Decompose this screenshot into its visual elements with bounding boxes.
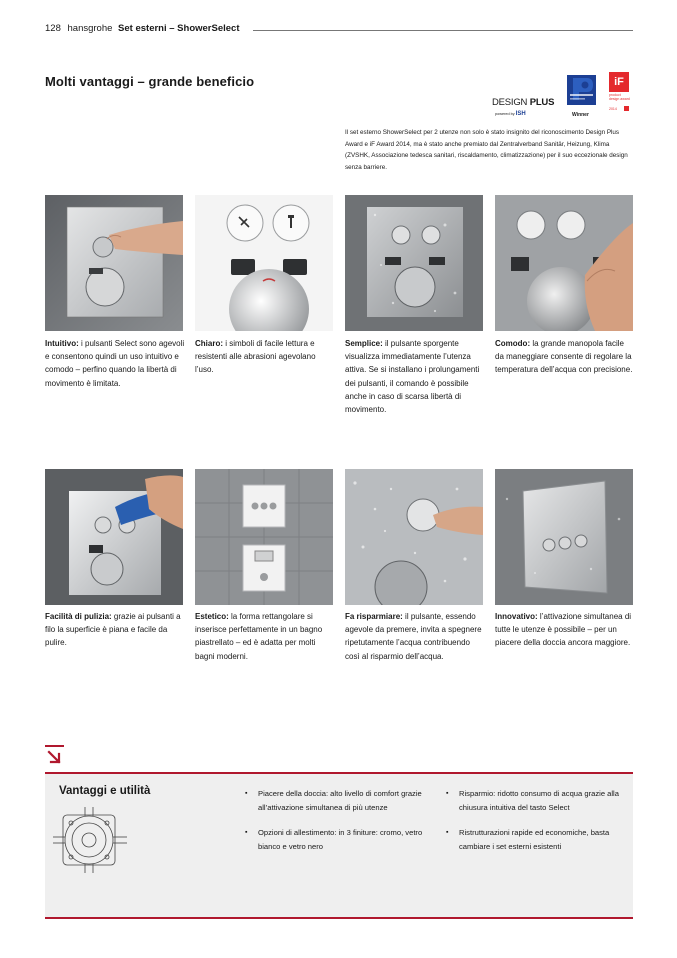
benefits-title: Vantaggi e utilità	[59, 785, 151, 797]
design-plus-logo: DESIGN PLUS	[492, 97, 555, 108]
photo-easy-cleaning	[45, 469, 183, 605]
benefits-list-left	[245, 787, 430, 865]
feature-caption-aesthetic: Estetico: la forma rettangolare si inserisce perfettamente in un bagno piastrellato – ed è adatta per molti bagni moderni.	[195, 612, 323, 661]
feature-caption-simple: Semplice: il pulsante sporgente visualizza immediatamente l’utenza attiva. Se si installano i prolungamenti dei pulsanti, il comando è possibile anche in caso di scarsa libertà di movimento.	[345, 339, 480, 415]
page-title: Molti vantaggi – grande beneficio	[45, 74, 255, 89]
if-award-mark-icon	[624, 106, 629, 111]
benefits-box	[45, 772, 633, 919]
design-plus-winner: Winner	[572, 112, 589, 118]
award-logos	[488, 70, 638, 126]
photo-clear	[195, 195, 333, 331]
photo-saving	[345, 469, 483, 605]
photo-aesthetic	[195, 469, 333, 605]
header-rule	[253, 30, 633, 31]
design-plus-badge-icon	[567, 75, 596, 105]
if-award-logo: iF	[609, 72, 629, 92]
page-header	[45, 21, 633, 37]
list-item: ▪ Risparmio: ridotto consumo di acqua grazie alla chiusura intuitiva del tasto Select	[446, 787, 631, 815]
arrow-down-right-icon	[45, 745, 64, 764]
concealed-valve-drawing-icon	[51, 807, 129, 873]
photo-innovative	[495, 469, 633, 605]
section-title: Set esterni – ShowerSelect	[118, 23, 240, 34]
feature-caption-comfortable: Comodo: la grande manopola facile da maneggiare consente di regolare la temperatura dell’acqua con precisione.	[495, 339, 633, 375]
feature-caption-clear: Chiaro: i simboli di facile lettura e resistenti alle abrasioni agevolano l’uso.	[195, 339, 316, 375]
feature-caption-saving: Fa risparmiare: il pulsante, essendo agevole da premere, invita a spegnere ripetutamente l’acqua contribuendo così al risparmio dell’acqua.	[345, 612, 482, 661]
list-item: ▪ Opzioni di allestimento: in 3 finiture: cromo, vetro bianco e vetro nero	[245, 826, 430, 854]
photo-intuitive	[45, 195, 183, 331]
brand-name: hansgrohe	[67, 23, 113, 34]
feature-caption-easy-cleaning: Facilità di pulizia: grazie ai pulsanti a filo la superficie è piana e facile da pulire.	[45, 612, 181, 648]
feature-caption-innovative: Innovativo: l’attivazione simultanea di tutte le utenze è possibile – per un piacere della doccia ancora maggiore.	[495, 612, 632, 648]
list-item: ▪ Ristrutturazioni rapide ed economiche, basta cambiare i set esterni esistenti	[446, 826, 631, 854]
if-award-caption: product design award	[609, 93, 630, 102]
photo-comfortable	[495, 195, 633, 331]
intro-paragraph: Il set esterno ShowerSelect per 2 utenze non solo è stato insignito del riconoscimento Design Plus Award e iF Award 2014, ma è stato anche premiato dal Zentralverband Sanitär, Heizung, Klima (ZVSHK, Associazione tedesca sanitari, riscaldamento, climatizzazione) per il suo eccezionale design senza barriere.	[345, 129, 628, 171]
photo-simple	[345, 195, 483, 331]
list-item: ▪ Piacere della doccia: alto livello di comfort grazie all’attivazione simultanea di più utenze	[245, 787, 430, 815]
feature-caption-intuitive: Intuitivo: i pulsanti Select sono agevoli e consentono quindi un uso intuitivo e comodo – perfino quando la libertà di movimento è limitata.	[45, 339, 185, 388]
if-award-year: 2014	[609, 107, 617, 111]
benefits-list-right	[446, 787, 631, 865]
powered-by-ish: powered by ISH	[495, 111, 526, 117]
page-number: 128	[45, 23, 61, 34]
